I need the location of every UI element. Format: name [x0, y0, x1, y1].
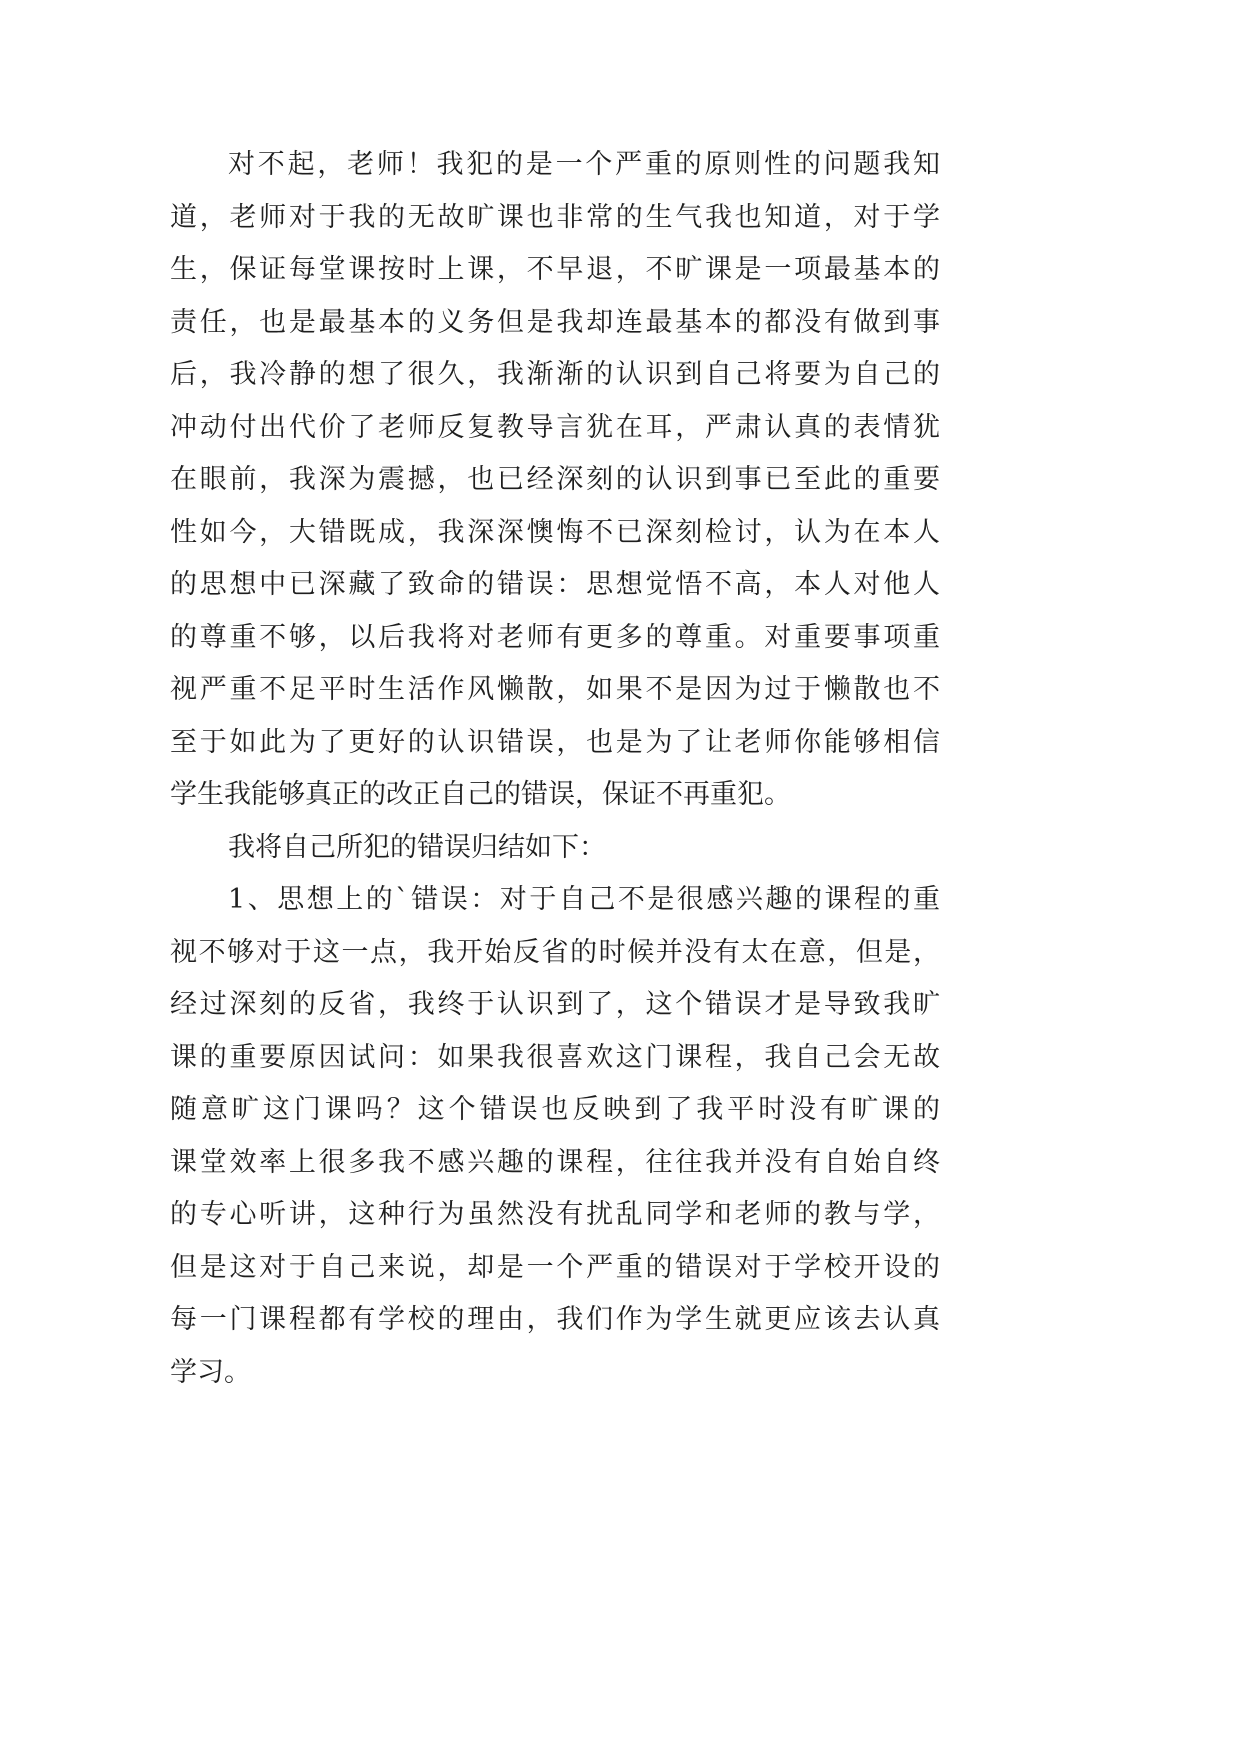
paragraph-2-line-1: 我将自己所犯的错误归结如下： [228, 831, 606, 863]
paragraph-1-line-2: 道，老师对于我的无故旷课也非常的生气我也知道，对于学 [170, 201, 940, 233]
paragraph-summary-intro [170, 822, 940, 875]
paragraph-1-line-13: 学生我能够真正的改正自己的错误，保证不再重犯。 [170, 779, 791, 810]
paragraph-1-line-1: 对不起，老师！我犯的是一个严重的原则性的问题我知 [228, 149, 940, 180]
paragraph-3-line-1: 1、思想上的`错误：对于自己不是很感兴趣的课程的重 [228, 884, 940, 915]
paragraph-1-line-4: 责任，也是最基本的义务但是我却连最基本的都没有做到事 [170, 306, 940, 338]
paragraph-3-line-2: 视不够对于这一点，我开始反省的时候并没有太在意，但是， [170, 936, 940, 968]
paragraph-3-line-3: 经过深刻的反省，我终于认识到了，这个错误才是导致我旷 [170, 989, 940, 1020]
paragraph-1-line-10: 的尊重不够，以后我将对老师有更多的尊重。对重要事项重 [170, 621, 940, 653]
paragraph-3-line-8: 但是这对于自己来说，却是一个严重的错误对于学校开设的 [170, 1251, 940, 1283]
paragraph-1-line-12: 至于如此为了更好的认识错误，也是为了让老师你能够相信 [170, 726, 940, 758]
paragraph-error-1 [170, 874, 940, 1399]
paragraph-3-line-10: 学习。 [170, 1356, 251, 1388]
paragraph-1-line-6: 冲动付出代价了老师反复教导言犹在耳，严肃认真的表情犹 [170, 411, 940, 443]
paragraph-apology [170, 139, 940, 822]
paragraph-3-line-6: 课堂效率上很多我不感兴趣的课程，往往我并没有自始自终 [170, 1146, 940, 1178]
paragraph-3-line-7: 的专心听讲，这种行为虽然没有扰乱同学和老师的教与学， [170, 1199, 940, 1230]
paragraph-3-line-4: 课的重要原因试问：如果我很喜欢这门课程，我自己会无故 [170, 1041, 940, 1073]
paragraph-3-line-9: 每一门课程都有学校的理由，我们作为学生就更应该去认真 [170, 1304, 940, 1335]
document-body [170, 139, 940, 1399]
paragraph-1-line-5: 后，我冷静的想了很久，我渐渐的认识到自己将要为自己的 [170, 359, 940, 390]
paragraph-3-line-5: 随意旷这门课吗？这个错误也反映到了我平时没有旷课的 [170, 1094, 940, 1125]
paragraph-1-line-9: 的思想中已深藏了致命的错误：思想觉悟不高，本人对他人 [170, 569, 940, 600]
paragraph-1-line-7: 在眼前，我深为震撼，也已经深刻的认识到事已至此的重要 [170, 464, 940, 495]
paragraph-1-line-3: 生，保证每堂课按时上课，不早退，不旷课是一项最基本的 [170, 254, 940, 285]
paragraph-1-line-8: 性如今，大错既成，我深深懊悔不已深刻检讨，认为在本人 [170, 516, 940, 548]
paragraph-1-line-11: 视严重不足平时生活作风懒散，如果不是因为过于懒散也不 [170, 674, 940, 705]
